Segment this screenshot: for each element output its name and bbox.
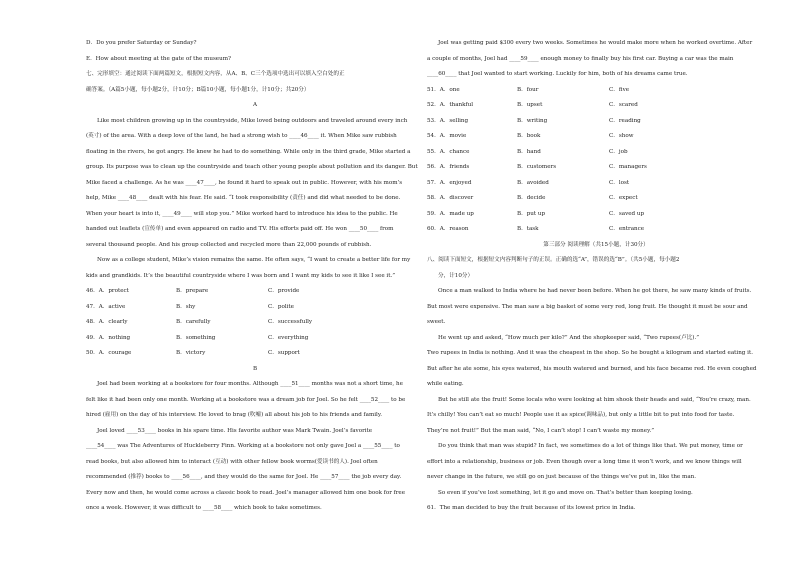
option: 47．A．active: [86, 303, 126, 310]
passage-a-line: (英寸) of the area. With a deep love of the land, he had a strong wish to ____46____ it. When Mike saw rubbish: [86, 133, 397, 139]
passage-b-cont-line: ____60____ that Joel wanted to start working. Luckily for him, both of his dreams came true.: [427, 71, 688, 77]
passage-b-cont-line: Joel was getting paid $300 every two weeks. Sometimes he would make more when he worked overtime. After: [438, 40, 753, 46]
option: B．victory: [176, 350, 206, 356]
options-a-row: [86, 300, 424, 316]
passage-b-line: hired (雇用) on the day of his interview. He loved to brag (吹嘘) all about his job to his friends and family.: [86, 412, 383, 418]
passage-a-line: kids and grandkids. It’s the beautiful countryside where I was born and I want my kids to see it like I see it.”: [86, 272, 396, 279]
passage-a-line: Mike faced a challenge. As he was ____47____, he found it hard to speak out in public. However, with his mom’s: [86, 179, 403, 186]
options-a-row: [86, 331, 424, 347]
passage-c-line: He went up and asked, “How much per kilo?” And the shopkeeper said, “Two rupees(卢比).”: [438, 334, 700, 341]
options-b-row: [427, 191, 765, 207]
option: 54．A．movie: [427, 133, 467, 139]
option: 57．A．enjoyed: [427, 179, 472, 186]
option: 58．A．discover: [427, 195, 474, 201]
passage-b-cont-line: a couple of months, Joel had ____59____ enough money to finally buy his first car. Buying a car was the main: [427, 55, 734, 62]
passage-b-line: Every now and then, he would come across a classic book to read. Joel’s manager allowed him one book for free: [86, 489, 406, 496]
option: C．saved up: [609, 210, 645, 217]
passage-a-line: handed out leaflets (宣传单) and even appeared on radio and TV. His efforts paid off. He won ____50____ from: [86, 226, 394, 232]
passage-a-line: floating in the rivers, he got angry. He knew he had to do something. While only in the third grade, Mike started a: [86, 148, 411, 155]
passage-a-line: Like most children growing up in the countryside, Mike loved being outdoors and traveled around every inch: [97, 117, 408, 124]
passage-b-line: Joel loved ____53____ books in his spare time. His favorite author was Mark Twain. Joel’s favorite: [97, 427, 373, 434]
option: C．everything: [268, 334, 309, 341]
option: C．entrance: [609, 226, 645, 232]
option: B．avoided: [517, 179, 549, 186]
section-7-heading: 七、完形填空：通过阅读下面两篇短文，根据短文内容，从A、B、C三个选项中选出可以填入空白处的正: [86, 71, 345, 77]
passage-c-line: effort into a relationship, business or job. Even though over a long time it won’t work, and we know things will: [427, 458, 742, 465]
option: C．five: [609, 86, 630, 93]
passage-a-label: A: [252, 102, 258, 108]
options-b-row: [427, 98, 765, 114]
option: B．task: [517, 226, 539, 232]
option: C．lost: [609, 179, 630, 186]
part-3-heading: 第三部分 阅读理解（共15小题，计30分）: [543, 241, 649, 248]
passage-a-line: group. Its purpose was to clean up the countryside and teach other young people about pollution and its danger. But: [86, 164, 418, 170]
passage-a-line: When your heart is into it, ____49____ will stop you.” Mike worked hard to introduce his idea to the public. He: [86, 210, 398, 217]
options-b-row: [427, 114, 765, 130]
option: B．hand: [517, 148, 541, 155]
option: B．put up: [517, 210, 546, 217]
passage-b-line: felt like it had been only one month. Working at a bookstore was a dream job for Joel. So he felt ____52____ to be: [86, 396, 406, 403]
options-a-row: [86, 284, 424, 300]
passage-c-line: Once a man walked to India where he had never been before. When he got there, he saw many kinds of fruits.: [438, 288, 752, 294]
right-column: [427, 36, 765, 517]
passage-c-line: But after he ate some, his eyes watered, his mouth watered and burned, and his face became red. He even coughed: [427, 365, 757, 372]
options-b-row: [427, 222, 765, 238]
option: B．something: [176, 334, 216, 341]
option: 46．A．protect: [86, 288, 129, 294]
passage-c-line: never change in the future, we still go on just because of the things we’ve put in, like the man.: [427, 474, 697, 480]
options-b-row: [427, 160, 765, 176]
option: C．polite: [268, 303, 294, 310]
option: B．upset: [517, 102, 543, 108]
passage-b-line: ____54____ was The Adventures of Huckleberry Finn. Working at a bookstore not only gave Joel a ____55____ to: [86, 443, 400, 449]
passage-c-line: Do you think that man was stupid? In fact, we sometimes do a lot of things like that. We put money, time or: [438, 443, 743, 449]
options-b-row: [427, 145, 765, 161]
option: 56．A．friends: [427, 164, 470, 170]
options-b-row: [427, 207, 765, 223]
passage-c-line: while eating.: [427, 381, 464, 387]
options-a-row: [86, 315, 424, 331]
option: 50．A．courage: [86, 350, 132, 356]
options-b-row: [427, 83, 765, 99]
passage-c-line: So even if you’ve lost something, let it go and move on. That’s better than keeping losing.: [438, 489, 693, 496]
options-b-row: [427, 129, 765, 145]
option: C．job: [609, 148, 628, 155]
option-d: D．Do you prefer Saturday or Sunday?: [86, 40, 197, 46]
passage-c-line: It’s chilly! You can’t eat so much! People use it as spice(调味品), but only a little bit to put into food for taste.: [427, 412, 735, 418]
passage-c-line: Two rupees in India is nothing. And it was the cheapest in the shop. So he bought a kilogram and started eating it.: [427, 350, 753, 356]
option: B．four: [517, 86, 539, 93]
option: B．writing: [517, 117, 548, 124]
option: C．managers: [609, 164, 647, 170]
option: C．show: [609, 133, 634, 139]
passage-b-line: once a week. However, it was difficult to ____58____ which book to take sometimes.: [86, 505, 322, 511]
option: 55．A．chance: [427, 148, 470, 155]
left-column: [86, 36, 424, 517]
section-7-heading-cont: 确答案。（A篇5小题，每小题2分，计10分；B篇10小题，每小题1分，计10分；共20分）: [86, 86, 310, 93]
option: B．book: [517, 133, 541, 139]
option-e: E．How about meeting at the gate of the museum?: [86, 55, 232, 62]
option: 60．A．reason: [427, 226, 469, 232]
option: B．carefully: [176, 319, 211, 325]
option: 53．A．selling: [427, 117, 469, 124]
option: C．provide: [268, 288, 300, 294]
passage-b-label: B: [252, 365, 258, 372]
option: 51．A．one: [427, 86, 460, 93]
option: C．reading: [609, 117, 641, 124]
option: C．expect: [609, 195, 638, 201]
options-b-row: [427, 176, 765, 192]
passage-c-line: But he still ate the fruit! Some locals who were looking at him shook their heads and said, “You’re crazy, man.: [438, 396, 751, 403]
passage-a-line: several thousand people. And his group collected and recycled more than 22,000 pounds of rubbish.: [86, 241, 372, 248]
option: C．successfully: [268, 319, 313, 325]
option: B．shy: [176, 303, 196, 310]
passage-a-line: Now as a college student, Mike’s vision remains the same. He often says, “I want to create a better life for my: [97, 257, 411, 263]
passage-b-line: Joel had been working at a bookstore for four months. Although ____51____ months was not a short time, he: [97, 381, 403, 387]
passage-c-line: But most were expensive. The man saw a big basket of some very red, long fruit. He thought it must be sour and: [427, 303, 748, 310]
option: C．support: [268, 350, 300, 356]
option: B．prepare: [176, 288, 209, 294]
option: 59．A．made up: [427, 210, 474, 217]
question-61: 61．The man decided to buy the fruit because of its lowest price in India.: [427, 505, 636, 511]
passage-c-line: sweet.: [427, 319, 446, 325]
option: C．scared: [609, 102, 638, 108]
option: 49．A．nothing: [86, 334, 131, 341]
option: 52．A．thankful: [427, 102, 473, 108]
options-a-row: [86, 346, 424, 362]
option: B．customers: [517, 164, 557, 170]
passage-b-line: read books, but also allowed him to interact (互动) with other fellow book worms(爱读书的人). Joel often: [86, 458, 378, 465]
option: 48．A．clearly: [86, 319, 128, 325]
section-8-heading: 八、阅读下面短文，根据短文内容判断句子的正误。正确的选“A”，错误的选“B”。（共5小题，每小题2: [427, 257, 680, 263]
passage-b-line: recommended (推荐) books to ____56____, and they would do the same for Joel. He ____57____ the job every day.: [86, 474, 402, 480]
option: B．decide: [517, 195, 546, 201]
passage-c-line: They’re not fruit!” But the man said, “No, I can’t stop! I can’t waste my money.”: [427, 427, 655, 434]
passage-a-line: help, Mike ____48____ dealt with his fear. He said. “I took responsibility (责任) and did what needed to be done.: [86, 195, 401, 201]
section-8-heading-cont: 分，计10分）: [438, 272, 474, 279]
